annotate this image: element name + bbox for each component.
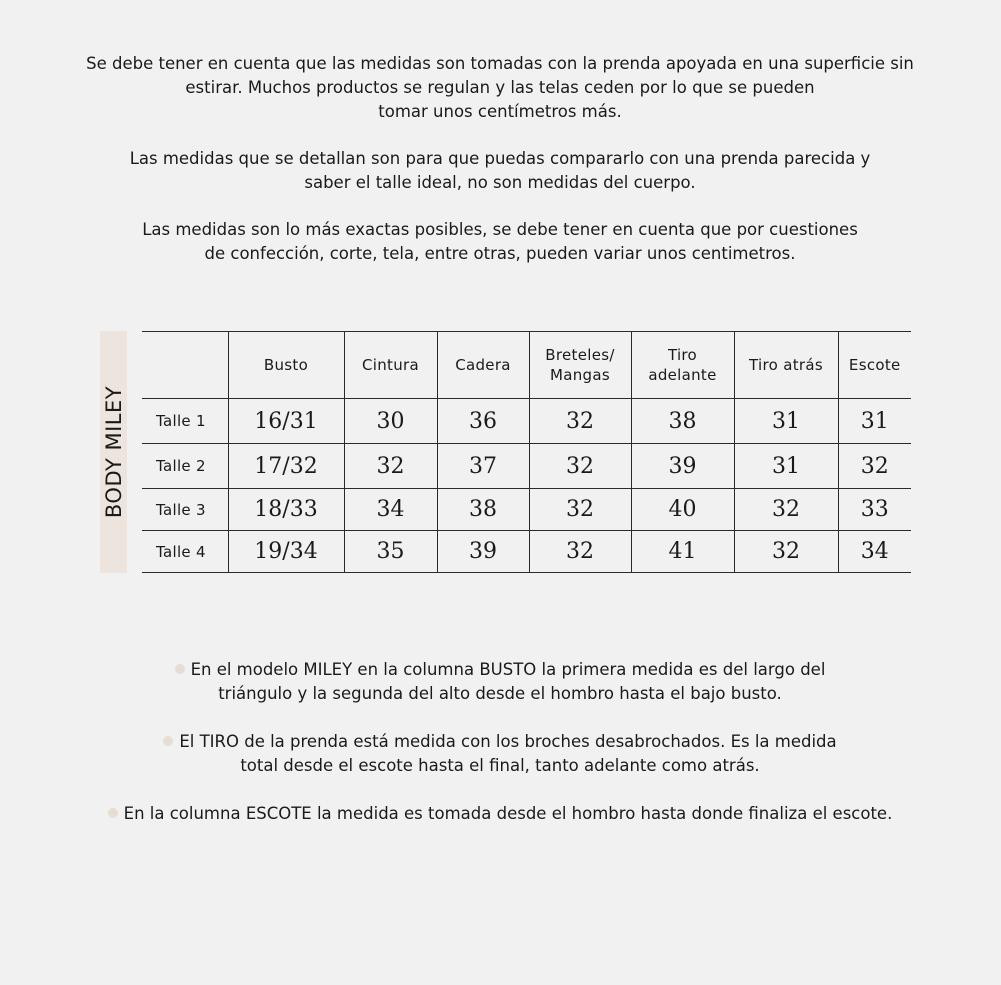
intro-line: Se debe tener en cuenta que las medidas son tomadas con la prenda apoyada en una superficie sin	[86, 54, 914, 73]
size-table	[142, 331, 911, 573]
intro-line: de confección, corte, tela, entre otras, pueden variar unos centimetros.	[204, 244, 796, 263]
cell-escote: 34	[838, 531, 911, 573]
row-label: Talle 1	[142, 399, 228, 444]
product-label-band	[100, 331, 127, 573]
cell-breteles: 32	[529, 444, 631, 489]
bullet-dot-icon	[175, 664, 185, 674]
cell-escote: 33	[838, 489, 911, 531]
note-line: En la columna ESCOTE la medida es tomada desde el hombro hasta donde finaliza el escote.	[123, 804, 893, 823]
cell-tiro-atras: 32	[734, 489, 838, 531]
cell-breteles: 32	[529, 399, 631, 444]
cell-cintura: 34	[344, 489, 437, 531]
cell-tiro-adelante: 38	[631, 399, 734, 444]
table-row	[142, 444, 911, 489]
intro-line: saber el talle ideal, no son medidas del cuerpo.	[304, 173, 696, 192]
intro-line: Las medidas que se detallan son para que puedas compararlo con una prenda parecida y	[129, 149, 871, 168]
cell-breteles: 32	[529, 489, 631, 531]
cell-tiro-adelante: 39	[631, 444, 734, 489]
note-line: En el modelo MILEY en la columna BUSTO la primera medida es del largo del	[190, 660, 826, 679]
cell-cadera: 39	[437, 531, 529, 573]
cell-busto: 17/32	[228, 444, 344, 489]
row-label: Talle 4	[142, 531, 228, 573]
note-escote	[30, 802, 970, 826]
intro-line: Las medidas son lo más exactas posibles, se debe tener en cuenta que por cuestiones	[142, 220, 858, 239]
cell-busto: 18/33	[228, 489, 344, 531]
cell-cintura: 35	[344, 531, 437, 573]
cell-tiro-atras: 31	[734, 444, 838, 489]
column-header-breteles-mangas: Breteles/ Mangas	[529, 332, 631, 399]
cell-cintura: 32	[344, 444, 437, 489]
bullet-dot-icon	[108, 808, 118, 818]
cell-breteles: 32	[529, 531, 631, 573]
intro-text	[30, 52, 970, 289]
note-tiro	[30, 730, 970, 778]
column-header-cintura: Cintura	[344, 332, 437, 399]
row-label: Talle 3	[142, 489, 228, 531]
table-corner-cell	[142, 332, 228, 399]
intro-paragraph-1	[30, 52, 970, 124]
cell-cintura: 30	[344, 399, 437, 444]
table-row	[142, 531, 911, 573]
cell-cadera: 36	[437, 399, 529, 444]
cell-escote: 32	[838, 444, 911, 489]
column-header-busto: Busto	[228, 332, 344, 399]
notes-section	[30, 658, 970, 850]
note-line: total desde el escote hasta el final, tanto adelante como atrás.	[240, 756, 760, 775]
column-header-tiro-atras: Tiro atrás	[734, 332, 838, 399]
cell-tiro-atras: 32	[734, 531, 838, 573]
cell-busto: 19/34	[228, 531, 344, 573]
cell-tiro-adelante: 41	[631, 531, 734, 573]
cell-cadera: 37	[437, 444, 529, 489]
note-busto	[30, 658, 970, 706]
bullet-dot-icon	[163, 736, 173, 746]
table-row	[142, 399, 911, 444]
intro-paragraph-2	[30, 147, 970, 195]
intro-paragraph-3	[30, 218, 970, 266]
cell-tiro-atras: 31	[734, 399, 838, 444]
column-header-tiro-adelante: Tiro adelante	[631, 332, 734, 399]
column-header-cadera: Cadera	[437, 332, 529, 399]
row-label: Talle 2	[142, 444, 228, 489]
cell-busto: 16/31	[228, 399, 344, 444]
product-label: BODY MILEY	[101, 385, 126, 519]
note-line: El TIRO de la prenda está medida con los broches desabrochados. Es la medida	[179, 732, 837, 751]
intro-line: estirar. Muchos productos se regulan y las telas ceden por lo que se pueden	[185, 78, 815, 97]
cell-tiro-adelante: 40	[631, 489, 734, 531]
table-row	[142, 489, 911, 531]
column-header-escote: Escote	[838, 332, 911, 399]
cell-escote: 31	[838, 399, 911, 444]
note-line: triángulo y la segunda del alto desde el hombro hasta el bajo busto.	[218, 684, 782, 703]
cell-cadera: 38	[437, 489, 529, 531]
table-header-row	[142, 332, 911, 399]
intro-line: tomar unos centímetros más.	[378, 102, 622, 121]
